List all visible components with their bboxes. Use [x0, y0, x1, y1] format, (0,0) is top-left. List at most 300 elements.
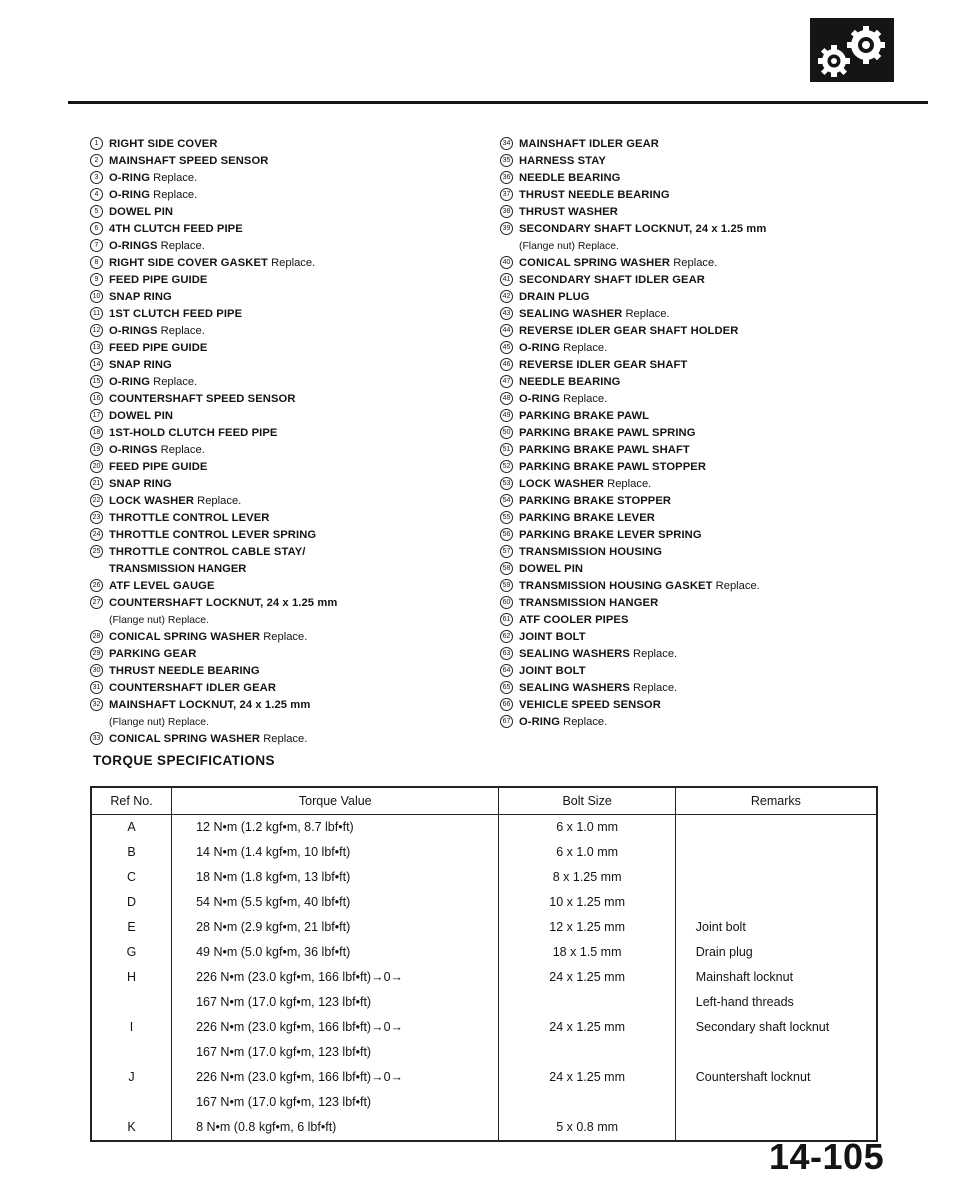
- part-item: [90, 306, 490, 323]
- part-number-circle: 65: [500, 681, 513, 694]
- part-note: Replace.: [633, 648, 678, 660]
- part-item: [500, 459, 910, 476]
- torque-value-cell: 12 N•m (1.2 kgf•m, 8.7 lbf•ft): [196, 820, 354, 834]
- part-item: [90, 510, 490, 527]
- ref-cell: K: [127, 1120, 136, 1134]
- part-number-circle: 36: [500, 171, 513, 184]
- bolt-size-cell: 24 x 1.25 mm: [549, 970, 625, 984]
- remark-cell: Secondary shaft locknut: [695, 1020, 830, 1034]
- part-text: [109, 527, 490, 544]
- page-number: 14-105: [769, 1136, 885, 1177]
- part-item: [500, 697, 910, 714]
- part-item: [90, 663, 490, 680]
- part-name: PARKING BRAKE LEVER SPRING: [519, 529, 702, 541]
- part-name: COUNTERSHAFT SPEED SENSOR: [109, 393, 296, 405]
- torque-value-cell: 8 N•m (0.8 kgf•m, 6 lbf•ft): [196, 1120, 337, 1134]
- part-item: [500, 663, 910, 680]
- part-number-circle: 25: [90, 545, 103, 558]
- part-note: Replace.: [263, 733, 308, 745]
- part-text: [519, 221, 910, 255]
- part-name: MAINSHAFT LOCKNUT, 24 x 1.25 mm: [109, 699, 311, 711]
- part-text: [519, 136, 910, 153]
- part-number-circle: 2: [90, 154, 103, 167]
- remark-cell: Countershaft locknut: [695, 1070, 811, 1084]
- bolt-size-cell: 5 x 0.8 mm: [556, 1120, 619, 1134]
- part-number-circle: 7: [90, 239, 103, 252]
- part-text: [519, 153, 910, 170]
- part-item: [90, 697, 490, 731]
- part-item: [500, 136, 910, 153]
- part-text: [109, 476, 490, 493]
- part-number-circle: 29: [90, 647, 103, 660]
- gears-graphic: [810, 18, 894, 82]
- part-text: [109, 255, 490, 272]
- bolt-size-cell: [499, 1040, 674, 1065]
- part-note: Replace.: [715, 580, 760, 592]
- torque-value-column: [172, 815, 499, 1142]
- bolt-size-cell: 10 x 1.25 mm: [549, 895, 625, 909]
- part-name: LOCK WASHER: [109, 495, 195, 507]
- part-name: THRUST NEEDLE BEARING: [519, 189, 670, 201]
- part-number-circle: 21: [90, 477, 103, 490]
- part-item: [90, 680, 490, 697]
- part-number-circle: 67: [500, 715, 513, 728]
- part-number-circle: 10: [90, 290, 103, 303]
- part-name: SEALING WASHER: [519, 308, 623, 320]
- part-number-circle: 30: [90, 664, 103, 677]
- part-name: TRANSMISSION HANGER: [519, 597, 659, 609]
- part-number-circle: 8: [90, 256, 103, 269]
- part-text: [519, 187, 910, 204]
- part-text: [519, 561, 910, 578]
- ref-cell: [92, 1040, 171, 1065]
- part-note: Replace.: [160, 444, 205, 456]
- remark-cell: Mainshaft locknut: [695, 970, 794, 984]
- part-number-circle: 48: [500, 392, 513, 405]
- part-text: [109, 170, 490, 187]
- remark-cell: [676, 1090, 876, 1115]
- part-text: [109, 680, 490, 697]
- header-remarks: Remarks: [675, 787, 877, 815]
- part-note: Replace.: [673, 257, 718, 269]
- part-name: CONICAL SPRING WASHER: [109, 733, 261, 745]
- part-number-circle: 18: [90, 426, 103, 439]
- ref-cell: J: [128, 1070, 135, 1084]
- part-text: [109, 272, 490, 289]
- part-number-circle: 28: [90, 630, 103, 643]
- part-name: 1ST CLUTCH FEED PIPE: [109, 308, 243, 320]
- part-item: [500, 510, 910, 527]
- part-name: O-RING: [519, 393, 560, 405]
- part-text: [109, 459, 490, 476]
- part-item: [500, 221, 910, 255]
- part-name: PARKING GEAR: [109, 648, 197, 660]
- part-text: [519, 391, 910, 408]
- remark-cell: [676, 815, 876, 840]
- part-name: ATF COOLER PIPES: [519, 614, 629, 626]
- part-number-circle: 62: [500, 630, 513, 643]
- part-item: [90, 544, 490, 578]
- part-number-circle: 4: [90, 188, 103, 201]
- part-item: [90, 442, 490, 459]
- part-text: [109, 323, 490, 340]
- part-number-circle: 59: [500, 579, 513, 592]
- torque-table-header: [91, 787, 877, 815]
- part-number-circle: 26: [90, 579, 103, 592]
- part-name: HARNESS STAY: [519, 155, 606, 167]
- part-number-circle: 46: [500, 358, 513, 371]
- part-number-circle: 24: [90, 528, 103, 541]
- part-number-circle: 20: [90, 460, 103, 473]
- part-name: RIGHT SIDE COVER GASKET: [109, 257, 268, 269]
- bolt-size-cell: [499, 1090, 674, 1115]
- remark-cell: [676, 890, 876, 915]
- part-note: Replace.: [197, 495, 242, 507]
- ref-cell: [92, 1090, 171, 1115]
- part-item: [500, 629, 910, 646]
- part-text: [519, 272, 910, 289]
- part-text: [519, 459, 910, 476]
- part-number-circle: 57: [500, 545, 513, 558]
- part-name: MAINSHAFT SPEED SENSOR: [109, 155, 269, 167]
- bolt-size-cell: 24 x 1.25 mm: [549, 1070, 625, 1084]
- header-bolt-size: Bolt Size: [499, 787, 675, 815]
- part-item: [90, 357, 490, 374]
- part-name: TRANSMISSION HOUSING: [519, 546, 663, 558]
- ref-column: [91, 815, 172, 1142]
- part-note: Replace.: [563, 716, 608, 728]
- part-number-circle: 61: [500, 613, 513, 626]
- torque-value-cell: 226 N•m (23.0 kgf•m, 166 lbf•ft)→0→: [196, 970, 404, 984]
- part-item: [90, 221, 490, 238]
- part-name: JOINT BOLT: [519, 665, 586, 677]
- part-number-circle: 42: [500, 290, 513, 303]
- ref-cell: B: [127, 845, 136, 859]
- part-text: [109, 697, 490, 731]
- part-text: [109, 374, 490, 391]
- part-name: THROTTLE CONTROL LEVER SPRING: [109, 529, 317, 541]
- part-item: [90, 187, 490, 204]
- part-number-circle: 31: [90, 681, 103, 694]
- part-number-circle: 19: [90, 443, 103, 456]
- part-number-circle: 50: [500, 426, 513, 439]
- part-number-circle: 52: [500, 460, 513, 473]
- part-item: [90, 527, 490, 544]
- part-text: [519, 204, 910, 221]
- ref-cell: [92, 990, 171, 1015]
- part-name: CONICAL SPRING WASHER: [519, 257, 671, 269]
- part-number-circle: 13: [90, 341, 103, 354]
- part-note: Replace.: [271, 257, 316, 269]
- part-name: O-RINGS: [109, 444, 158, 456]
- part-name: NEEDLE BEARING: [519, 172, 621, 184]
- part-number-circle: 6: [90, 222, 103, 235]
- part-item: [90, 255, 490, 272]
- part-item: [90, 646, 490, 663]
- part-text: [109, 221, 490, 238]
- part-number-circle: 38: [500, 205, 513, 218]
- remark-cell: [676, 840, 876, 865]
- part-number-circle: 1: [90, 137, 103, 150]
- part-item: [90, 289, 490, 306]
- part-item: [500, 153, 910, 170]
- part-item: [90, 493, 490, 510]
- part-text: [519, 425, 910, 442]
- part-item: [90, 272, 490, 289]
- part-text: [109, 136, 490, 153]
- part-number-circle: 11: [90, 307, 103, 320]
- part-text: [519, 493, 910, 510]
- part-number-circle: 32: [90, 698, 103, 711]
- part-text: [519, 476, 910, 493]
- torque-value-cell: 49 N•m (5.0 kgf•m, 36 lbf•ft): [196, 945, 351, 959]
- part-name: O-RING: [519, 716, 560, 728]
- bolt-size-cell: 24 x 1.25 mm: [549, 1020, 625, 1034]
- ref-cell: E: [127, 920, 136, 934]
- part-item: [500, 595, 910, 612]
- part-item: [90, 323, 490, 340]
- part-note: Replace.: [153, 172, 198, 184]
- part-text: [109, 663, 490, 680]
- part-name: O-RING: [109, 376, 150, 388]
- part-note: Replace.: [160, 325, 205, 337]
- part-name: O-RING: [109, 172, 150, 184]
- remark-cell: Joint bolt: [695, 920, 746, 934]
- part-note: Replace.: [160, 240, 205, 252]
- ref-cell: I: [129, 1020, 134, 1034]
- ref-cell: H: [127, 970, 137, 984]
- part-name: SEALING WASHERS: [519, 648, 630, 660]
- part-text: [109, 238, 490, 255]
- part-item: [90, 374, 490, 391]
- part-item: [90, 476, 490, 493]
- remark-cell: Drain plug: [695, 945, 753, 959]
- header-torque-value: Torque Value: [172, 787, 499, 815]
- part-name: SECONDARY SHAFT IDLER GEAR: [519, 274, 705, 286]
- part-name: PARKING BRAKE PAWL STOPPER: [519, 461, 707, 473]
- part-item: [500, 204, 910, 221]
- part-item: [90, 153, 490, 170]
- part-text: [109, 544, 490, 578]
- part-text: [519, 323, 910, 340]
- part-text: [109, 629, 490, 646]
- part-name: O-RINGS: [109, 325, 158, 337]
- part-number-circle: 22: [90, 494, 103, 507]
- ref-cell: C: [127, 870, 137, 884]
- part-item: [500, 476, 910, 493]
- part-name: MAINSHAFT IDLER GEAR: [519, 138, 659, 150]
- part-number-circle: 58: [500, 562, 513, 575]
- torque-value-cell: 167 N•m (17.0 kgf•m, 123 lbf•ft): [196, 1095, 372, 1109]
- torque-value-cell: 28 N•m (2.9 kgf•m, 21 lbf•ft): [196, 920, 351, 934]
- part-name: THROTTLE CONTROL LEVER: [109, 512, 270, 524]
- part-number-circle: 54: [500, 494, 513, 507]
- bolt-size-cell: 6 x 1.0 mm: [556, 845, 619, 859]
- torque-table-body: [91, 815, 877, 1142]
- part-number-circle: 14: [90, 358, 103, 371]
- part-number-circle: 44: [500, 324, 513, 337]
- part-number-circle: 64: [500, 664, 513, 677]
- part-text: [519, 255, 910, 272]
- part-name: PARKING BRAKE PAWL: [519, 410, 650, 422]
- part-name: PARKING BRAKE LEVER: [519, 512, 655, 524]
- part-name: THRUST WASHER: [519, 206, 618, 218]
- part-number-circle: 33: [90, 732, 103, 745]
- part-item: [500, 612, 910, 629]
- part-text: [109, 153, 490, 170]
- part-name: CONICAL SPRING WASHER: [109, 631, 261, 643]
- part-text: [109, 510, 490, 527]
- part-item: [500, 544, 910, 561]
- part-name: 1ST-HOLD CLUTCH FEED PIPE: [109, 427, 278, 439]
- part-name: DOWEL PIN: [519, 563, 584, 575]
- part-note: Replace.: [153, 376, 198, 388]
- part-sub-note: (Flange nut) Replace.: [109, 615, 209, 626]
- part-text: [109, 442, 490, 459]
- part-name: NEEDLE BEARING: [519, 376, 621, 388]
- part-name: ATF LEVEL GAUGE: [109, 580, 215, 592]
- part-text: [519, 374, 910, 391]
- part-note: Replace.: [153, 189, 198, 201]
- part-number-circle: 34: [500, 137, 513, 150]
- part-name: SNAP RING: [109, 291, 172, 303]
- part-text: [519, 697, 910, 714]
- part-number-circle: 55: [500, 511, 513, 524]
- part-item: [90, 204, 490, 221]
- part-name: COUNTERSHAFT IDLER GEAR: [109, 682, 277, 694]
- part-text: [519, 408, 910, 425]
- part-note: Replace.: [563, 342, 608, 354]
- torque-table: [90, 786, 878, 1142]
- part-number-circle: 3: [90, 171, 103, 184]
- part-name: O-RINGS: [109, 240, 158, 252]
- part-text: [109, 204, 490, 221]
- remark-cell: [676, 1040, 876, 1065]
- part-text: [519, 595, 910, 612]
- part-text: [109, 391, 490, 408]
- part-text: [109, 187, 490, 204]
- part-item: [90, 578, 490, 595]
- part-name: DOWEL PIN: [109, 410, 174, 422]
- part-sub-note: (Flange nut) Replace.: [109, 717, 209, 728]
- part-item: [90, 238, 490, 255]
- part-item: [500, 442, 910, 459]
- part-text: [109, 408, 490, 425]
- parts-list-right: [500, 136, 910, 731]
- part-number-circle: 63: [500, 647, 513, 660]
- part-name: RIGHT SIDE COVER: [109, 138, 218, 150]
- part-text: [109, 425, 490, 442]
- torque-value-cell: 14 N•m (1.4 kgf•m, 10 lbf•ft): [196, 845, 351, 859]
- part-number-circle: 5: [90, 205, 103, 218]
- part-item: [500, 391, 910, 408]
- part-name: PARKING BRAKE STOPPER: [519, 495, 672, 507]
- part-text: [519, 612, 910, 629]
- part-number-circle: 40: [500, 256, 513, 269]
- torque-value-cell: 167 N•m (17.0 kgf•m, 123 lbf•ft): [196, 1045, 372, 1059]
- ref-cell: G: [126, 945, 137, 959]
- part-text: [519, 629, 910, 646]
- part-item: [500, 272, 910, 289]
- part-note: Replace.: [563, 393, 608, 405]
- part-number-circle: 17: [90, 409, 103, 422]
- part-number-circle: 45: [500, 341, 513, 354]
- part-text: [519, 544, 910, 561]
- part-name: JOINT BOLT: [519, 631, 586, 643]
- part-number-circle: 16: [90, 392, 103, 405]
- part-item: [500, 493, 910, 510]
- part-item: [500, 340, 910, 357]
- part-name: DOWEL PIN: [109, 206, 174, 218]
- part-text: [519, 442, 910, 459]
- part-item: [500, 374, 910, 391]
- part-item: [500, 714, 910, 731]
- part-name: PARKING BRAKE PAWL SPRING: [519, 427, 696, 439]
- part-number-circle: 60: [500, 596, 513, 609]
- part-text: [109, 731, 490, 748]
- part-name: PARKING BRAKE PAWL SHAFT: [519, 444, 690, 456]
- part-item: [500, 170, 910, 187]
- part-item: [500, 408, 910, 425]
- part-text: [109, 289, 490, 306]
- part-name: FEED PIPE GUIDE: [109, 342, 208, 354]
- part-number-circle: 43: [500, 307, 513, 320]
- part-item: [90, 136, 490, 153]
- part-text: [109, 306, 490, 323]
- remark-cell: Left-hand threads: [695, 995, 794, 1009]
- part-item: [90, 595, 490, 629]
- part-name: O-RING: [519, 342, 560, 354]
- part-item: [500, 306, 910, 323]
- part-number-circle: 9: [90, 273, 103, 286]
- part-number-circle: 37: [500, 188, 513, 201]
- bolt-size-cell: 6 x 1.0 mm: [556, 820, 619, 834]
- part-text: [519, 306, 910, 323]
- part-note: Replace.: [633, 682, 678, 694]
- part-number-circle: 41: [500, 273, 513, 286]
- part-name: SNAP RING: [109, 359, 172, 371]
- ref-cell: D: [127, 895, 137, 909]
- part-number-circle: 47: [500, 375, 513, 388]
- part-item: [90, 731, 490, 748]
- part-item: [90, 170, 490, 187]
- remarks-column: [675, 815, 877, 1142]
- part-note: Replace.: [625, 308, 670, 320]
- part-text: [109, 646, 490, 663]
- torque-value-cell: 167 N•m (17.0 kgf•m, 123 lbf•ft): [196, 995, 372, 1009]
- part-item: [500, 578, 910, 595]
- parts-list-left: [90, 136, 490, 748]
- part-name: THROTTLE CONTROL CABLE STAY/: [109, 546, 306, 558]
- part-name: FEED PIPE GUIDE: [109, 274, 208, 286]
- part-number-circle: 53: [500, 477, 513, 490]
- part-name: O-RING: [109, 189, 150, 201]
- transmission-gears-icon: [810, 18, 894, 82]
- part-item: [500, 323, 910, 340]
- part-item: [90, 340, 490, 357]
- part-number-circle: 27: [90, 596, 103, 609]
- part-name: SEALING WASHERS: [519, 682, 630, 694]
- part-name: TRANSMISSION HOUSING GASKET: [519, 580, 713, 592]
- part-name: LOCK WASHER: [519, 478, 605, 490]
- part-name: VEHICLE SPEED SENSOR: [519, 699, 661, 711]
- part-item: [90, 629, 490, 646]
- part-text: [109, 595, 490, 629]
- part-item: [90, 391, 490, 408]
- part-note: Replace.: [263, 631, 308, 643]
- torque-value-cell: 226 N•m (23.0 kgf•m, 166 lbf•ft)→0→: [196, 1070, 404, 1084]
- part-item: [500, 255, 910, 272]
